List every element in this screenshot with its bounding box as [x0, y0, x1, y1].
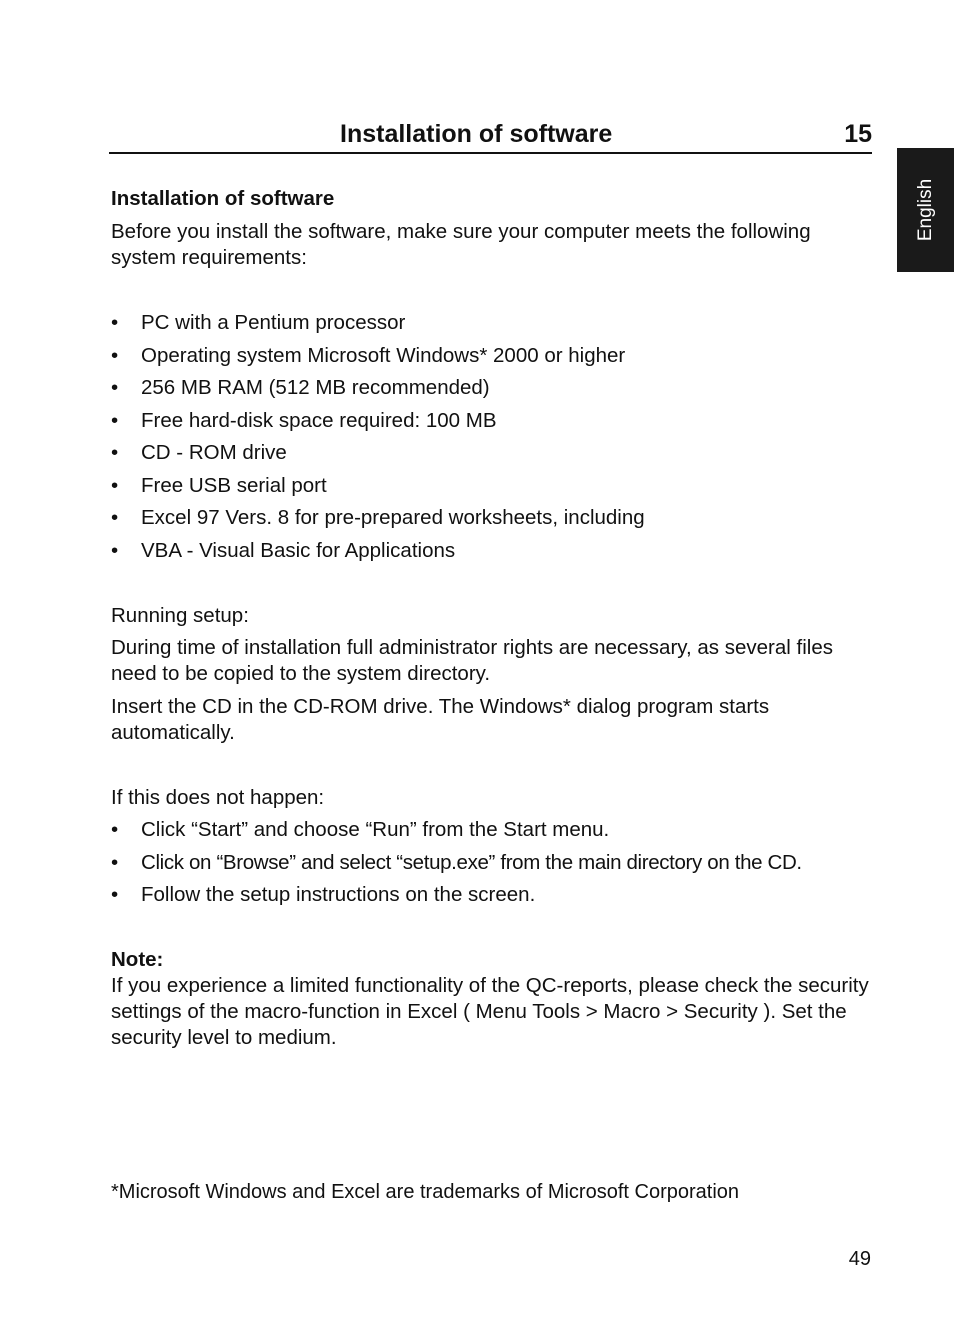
list-item-text: Free USB serial port — [141, 473, 327, 497]
bullet-icon: • — [111, 343, 119, 367]
list-item — [111, 408, 871, 434]
list-item-text: PC with a Pentium processor — [141, 311, 406, 334]
setup-paragraph: During time of installation full administrator rights are necessary, as several files need to be copied to the system directory. — [111, 636, 833, 685]
setup-paragraph: Insert the CD in the CD-ROM drive. The Windows* dialog program starts automatically. — [111, 694, 770, 744]
list-item — [111, 505, 871, 531]
list-item — [111, 538, 871, 564]
fallback-steps-list — [111, 817, 871, 908]
bullet-icon: • — [111, 441, 119, 464]
page-header — [109, 118, 872, 154]
list-item-text: Operating system Microsoft Windows* 2000 or higher — [141, 343, 626, 367]
bullet-icon: • — [111, 376, 119, 399]
page-content — [111, 186, 871, 1051]
requirements-list — [111, 310, 871, 564]
list-item-text: Free hard-disk space required: 100 MB — [141, 408, 497, 432]
list-item-text: 256 MB RAM (512 MB recommended) — [141, 376, 490, 399]
language-tab — [897, 148, 954, 272]
bullet-icon: • — [111, 311, 119, 334]
bullet-icon: • — [111, 506, 119, 529]
list-item — [111, 343, 871, 369]
list-item — [111, 473, 871, 499]
bullet-icon: • — [111, 538, 119, 562]
list-item-text: VBA - Visual Basic for Applications — [141, 538, 456, 562]
list-item — [111, 882, 871, 908]
list-item-text: Click “Start” and choose “Run” from the Start menu. — [141, 818, 610, 841]
intro-paragraph: Before you install the software, make sure your computer meets the following system requirements: — [111, 220, 811, 269]
bullet-icon: • — [111, 408, 119, 432]
header-chapter-number: 15 — [844, 120, 872, 148]
list-item — [111, 375, 871, 401]
list-item-text: CD - ROM drive — [141, 441, 287, 464]
header-title: Installation of software — [340, 120, 613, 148]
list-item-text: Click on “Browse” and select “setup.exe” from the main directory on the CD. — [141, 850, 802, 874]
list-item — [111, 310, 871, 336]
setup-heading: Running setup: — [111, 603, 249, 627]
section-heading: Installation of software — [111, 187, 335, 210]
bullet-icon: • — [111, 473, 119, 497]
bullet-icon: • — [111, 818, 119, 841]
list-item — [111, 850, 871, 876]
trademark-footnote: *Microsoft Windows and Excel are trademarks of Microsoft Corporation — [111, 1181, 740, 1203]
note-heading: Note: — [111, 948, 164, 971]
bullet-icon: • — [111, 850, 118, 874]
bullet-icon: • — [111, 883, 119, 906]
list-item-text: Excel 97 Vers. 8 for pre-prepared worksheets, including — [141, 506, 645, 529]
fallback-heading: If this does not happen: — [111, 785, 325, 809]
note-body: If you experience a limited functionality of the QC-reports, please check the security settings of the macro-function in Excel ( Menu Tools > Macro > Security ). Set the security level to medium. — [111, 974, 869, 1049]
list-item-text: Follow the setup instructions on the screen. — [141, 883, 536, 906]
list-item — [111, 817, 871, 843]
page-number: 49 — [848, 1248, 871, 1270]
language-tab-label: English — [914, 178, 936, 242]
list-item — [111, 440, 871, 466]
